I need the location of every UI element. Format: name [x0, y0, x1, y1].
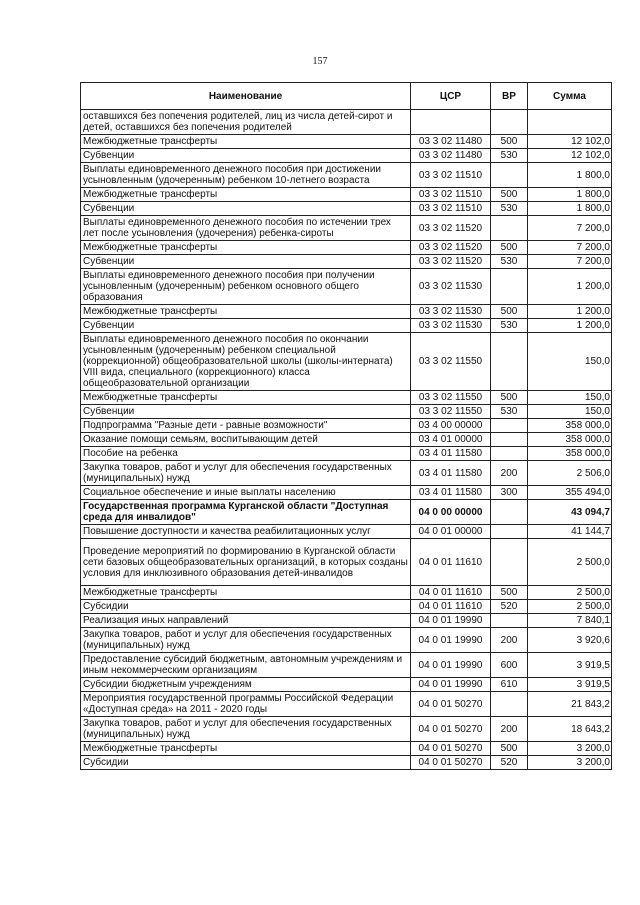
- row-csr: 03 3 02 11520: [411, 241, 491, 255]
- row-vr: 600: [491, 653, 528, 678]
- table-row: [81, 525, 612, 539]
- row-sum: 21 843,2: [528, 692, 612, 717]
- row-vr: [491, 433, 528, 447]
- row-name: Реализация иных направлений: [81, 614, 411, 628]
- row-name: Межбюджетные трансферты: [81, 241, 411, 255]
- row-name: Межбюджетные трансферты: [81, 586, 411, 600]
- table-header-row: [81, 83, 612, 110]
- row-name: Выплаты единовременного денежного пособия по окончании усыновленным (удочеренным) ребенком специальной (коррекционной) общеобразовательной школы (школы-интерната) VIII вида, специального (коррекционного) класса общеобразовательной организации: [81, 333, 411, 391]
- row-sum: 41 144,7: [528, 525, 612, 539]
- table-row: [81, 614, 612, 628]
- table-row: [81, 500, 612, 525]
- row-sum: 12 102,0: [528, 135, 612, 149]
- row-csr: 03 4 01 11580: [411, 447, 491, 461]
- row-csr: 03 3 02 11480: [411, 135, 491, 149]
- row-csr: [411, 110, 491, 135]
- row-name: Закупка товаров, работ и услуг для обеспечения государственных (муниципальных) нужд: [81, 628, 411, 653]
- row-vr: 200: [491, 717, 528, 742]
- row-sum: 355 494,0: [528, 486, 612, 500]
- row-vr: 500: [491, 391, 528, 405]
- row-vr: [491, 110, 528, 135]
- row-name: Подпрограмма "Разные дети - равные возможности": [81, 419, 411, 433]
- table-row: [81, 405, 612, 419]
- row-name: Оказание помощи семьям, воспитывающим детей: [81, 433, 411, 447]
- row-csr: 03 3 02 11510: [411, 163, 491, 188]
- table-row: [81, 586, 612, 600]
- row-name: Субвенции: [81, 319, 411, 333]
- table-row: [81, 433, 612, 447]
- row-csr: 04 0 01 50270: [411, 756, 491, 770]
- table-row: [81, 447, 612, 461]
- row-csr: 04 0 01 11610: [411, 600, 491, 614]
- row-vr: [491, 614, 528, 628]
- row-name: Субвенции: [81, 405, 411, 419]
- table-row: [81, 539, 612, 586]
- row-name: Повышение доступности и качества реабилитационных услуг: [81, 525, 411, 539]
- row-csr: 04 0 01 19990: [411, 653, 491, 678]
- budget-table: [80, 82, 612, 770]
- row-vr: [491, 525, 528, 539]
- row-vr: [491, 447, 528, 461]
- table-row: [81, 653, 612, 678]
- row-vr: [491, 333, 528, 391]
- row-name: Субсидии: [81, 600, 411, 614]
- row-name: Закупка товаров, работ и услуг для обеспечения государственных (муниципальных) нужд: [81, 717, 411, 742]
- row-csr: 04 0 01 19990: [411, 628, 491, 653]
- row-csr: 04 0 01 19990: [411, 614, 491, 628]
- row-name: Проведение мероприятий по формированию в Курганской области сети базовых общеобразовательных организаций, в которых созданы условия для инклюзивного образования детей-инвалидов: [81, 539, 411, 586]
- row-csr: 03 4 01 11580: [411, 461, 491, 486]
- row-csr: 03 4 01 11580: [411, 486, 491, 500]
- row-vr: 530: [491, 149, 528, 163]
- row-name: Межбюджетные трансферты: [81, 391, 411, 405]
- row-name: Субвенции: [81, 149, 411, 163]
- row-csr: 04 0 01 50270: [411, 717, 491, 742]
- table-row: [81, 216, 612, 241]
- row-csr: 04 0 01 50270: [411, 742, 491, 756]
- row-vr: 200: [491, 461, 528, 486]
- header-csr: ЦСР: [411, 83, 491, 110]
- table-row: [81, 628, 612, 653]
- row-sum: 2 500,0: [528, 586, 612, 600]
- row-csr: 03 3 02 11520: [411, 216, 491, 241]
- row-name: Выплаты единовременного денежного пособия по истечении трех лет после усыновления (удочерения) ребенка-сироты: [81, 216, 411, 241]
- row-sum: 3 919,5: [528, 653, 612, 678]
- table-row: [81, 241, 612, 255]
- row-vr: 530: [491, 405, 528, 419]
- row-sum: 3 200,0: [528, 742, 612, 756]
- row-vr: [491, 500, 528, 525]
- row-name: Межбюджетные трансферты: [81, 135, 411, 149]
- table-row: [81, 188, 612, 202]
- row-name: Субвенции: [81, 202, 411, 216]
- header-sum: Сумма: [528, 83, 612, 110]
- header-vr: ВР: [491, 83, 528, 110]
- row-sum: 2 506,0: [528, 461, 612, 486]
- row-csr: 04 0 00 00000: [411, 500, 491, 525]
- row-name: Субсидии бюджетным учреждениям: [81, 678, 411, 692]
- row-name: Выплаты единовременного денежного пособия при достижении усыновленным (удочеренным) ребенком 10-летнего возраста: [81, 163, 411, 188]
- row-csr: 03 4 01 00000: [411, 433, 491, 447]
- row-sum: 3 200,0: [528, 756, 612, 770]
- row-sum: 3 920,6: [528, 628, 612, 653]
- table-row: [81, 202, 612, 216]
- row-name: Субвенции: [81, 255, 411, 269]
- row-sum: 18 643,2: [528, 717, 612, 742]
- table-row: [81, 486, 612, 500]
- row-name: Мероприятия государственной программы Российской Федерации «Доступная среда» на 2011 - 2020 годы: [81, 692, 411, 717]
- page-number: 157: [312, 56, 328, 67]
- row-vr: 500: [491, 135, 528, 149]
- row-csr: 04 0 01 11610: [411, 539, 491, 586]
- table-row: [81, 110, 612, 135]
- row-name: Государственная программа Курганской области "Доступная среда для инвалидов": [81, 500, 411, 525]
- row-csr: 03 3 02 11530: [411, 269, 491, 305]
- row-vr: 520: [491, 600, 528, 614]
- row-sum: 358 000,0: [528, 447, 612, 461]
- table-row: [81, 319, 612, 333]
- row-vr: 530: [491, 255, 528, 269]
- row-vr: 500: [491, 742, 528, 756]
- row-sum: 1 800,0: [528, 188, 612, 202]
- row-sum: 7 200,0: [528, 255, 612, 269]
- table-row: [81, 269, 612, 305]
- row-sum: 7 200,0: [528, 241, 612, 255]
- row-name: Социальное обеспечение и иные выплаты населению: [81, 486, 411, 500]
- row-vr: 300: [491, 486, 528, 500]
- row-sum: 358 000,0: [528, 433, 612, 447]
- table-row: [81, 600, 612, 614]
- table-row: [81, 461, 612, 486]
- row-csr: 03 3 02 11550: [411, 405, 491, 419]
- row-vr: 500: [491, 188, 528, 202]
- row-csr: 03 3 02 11530: [411, 319, 491, 333]
- row-vr: [491, 216, 528, 241]
- row-vr: [491, 269, 528, 305]
- row-vr: 200: [491, 628, 528, 653]
- row-vr: 500: [491, 586, 528, 600]
- row-name: Закупка товаров, работ и услуг для обеспечения государственных (муниципальных) нужд: [81, 461, 411, 486]
- row-name: Межбюджетные трансферты: [81, 742, 411, 756]
- row-vr: 530: [491, 319, 528, 333]
- row-name: Межбюджетные трансферты: [81, 188, 411, 202]
- row-vr: [491, 419, 528, 433]
- row-sum: 150,0: [528, 391, 612, 405]
- row-vr: 610: [491, 678, 528, 692]
- table-row: [81, 742, 612, 756]
- row-csr: 03 3 02 11530: [411, 305, 491, 319]
- row-csr: 03 3 02 11550: [411, 391, 491, 405]
- table-row: [81, 255, 612, 269]
- row-sum: [528, 110, 612, 135]
- row-sum: 150,0: [528, 405, 612, 419]
- table-row: [81, 756, 612, 770]
- row-csr: 03 3 02 11520: [411, 255, 491, 269]
- row-sum: 1 200,0: [528, 305, 612, 319]
- row-vr: 520: [491, 756, 528, 770]
- table-row: [81, 717, 612, 742]
- row-vr: 500: [491, 305, 528, 319]
- row-vr: [491, 539, 528, 586]
- row-sum: 7 200,0: [528, 216, 612, 241]
- row-csr: 03 3 02 11510: [411, 202, 491, 216]
- row-sum: 3 919,5: [528, 678, 612, 692]
- row-name: Пособие на ребенка: [81, 447, 411, 461]
- row-sum: 12 102,0: [528, 149, 612, 163]
- row-csr: 04 0 01 00000: [411, 525, 491, 539]
- row-vr: 530: [491, 202, 528, 216]
- row-sum: 2 500,0: [528, 600, 612, 614]
- row-vr: [491, 163, 528, 188]
- table-row: [81, 333, 612, 391]
- table-row: [81, 391, 612, 405]
- row-name: Выплаты единовременного денежного пособия при получении усыновленным (удочеренным) ребенком основного общего образования: [81, 269, 411, 305]
- row-csr: 03 3 02 11480: [411, 149, 491, 163]
- row-csr: 03 4 00 00000: [411, 419, 491, 433]
- row-name: оставшихся без попечения родителей, лиц из числа детей-сирот и детей, оставшихся без попечения родителей: [81, 110, 411, 135]
- row-sum: 1 800,0: [528, 202, 612, 216]
- row-sum: 1 200,0: [528, 269, 612, 305]
- table-row: [81, 419, 612, 433]
- header-name: Наименование: [81, 83, 411, 110]
- row-sum: 2 500,0: [528, 539, 612, 586]
- row-sum: 1 800,0: [528, 163, 612, 188]
- row-sum: 43 094,7: [528, 500, 612, 525]
- table-row: [81, 135, 612, 149]
- table-row: [81, 305, 612, 319]
- row-name: Межбюджетные трансферты: [81, 305, 411, 319]
- row-sum: 7 840,1: [528, 614, 612, 628]
- row-sum: 358 000,0: [528, 419, 612, 433]
- row-sum: 150,0: [528, 333, 612, 391]
- row-csr: 04 0 01 50270: [411, 692, 491, 717]
- row-csr: 04 0 01 11610: [411, 586, 491, 600]
- row-vr: 500: [491, 241, 528, 255]
- row-vr: [491, 692, 528, 717]
- row-sum: 1 200,0: [528, 319, 612, 333]
- row-name: Субсидии: [81, 756, 411, 770]
- row-name: Предоставление субсидий бюджетным, автономным учреждениям и иным некоммерческим организациям: [81, 653, 411, 678]
- row-csr: 04 0 01 19990: [411, 678, 491, 692]
- table-row: [81, 678, 612, 692]
- row-csr: 03 3 02 11550: [411, 333, 491, 391]
- table-row: [81, 149, 612, 163]
- table-row: [81, 163, 612, 188]
- row-csr: 03 3 02 11510: [411, 188, 491, 202]
- table-row: [81, 692, 612, 717]
